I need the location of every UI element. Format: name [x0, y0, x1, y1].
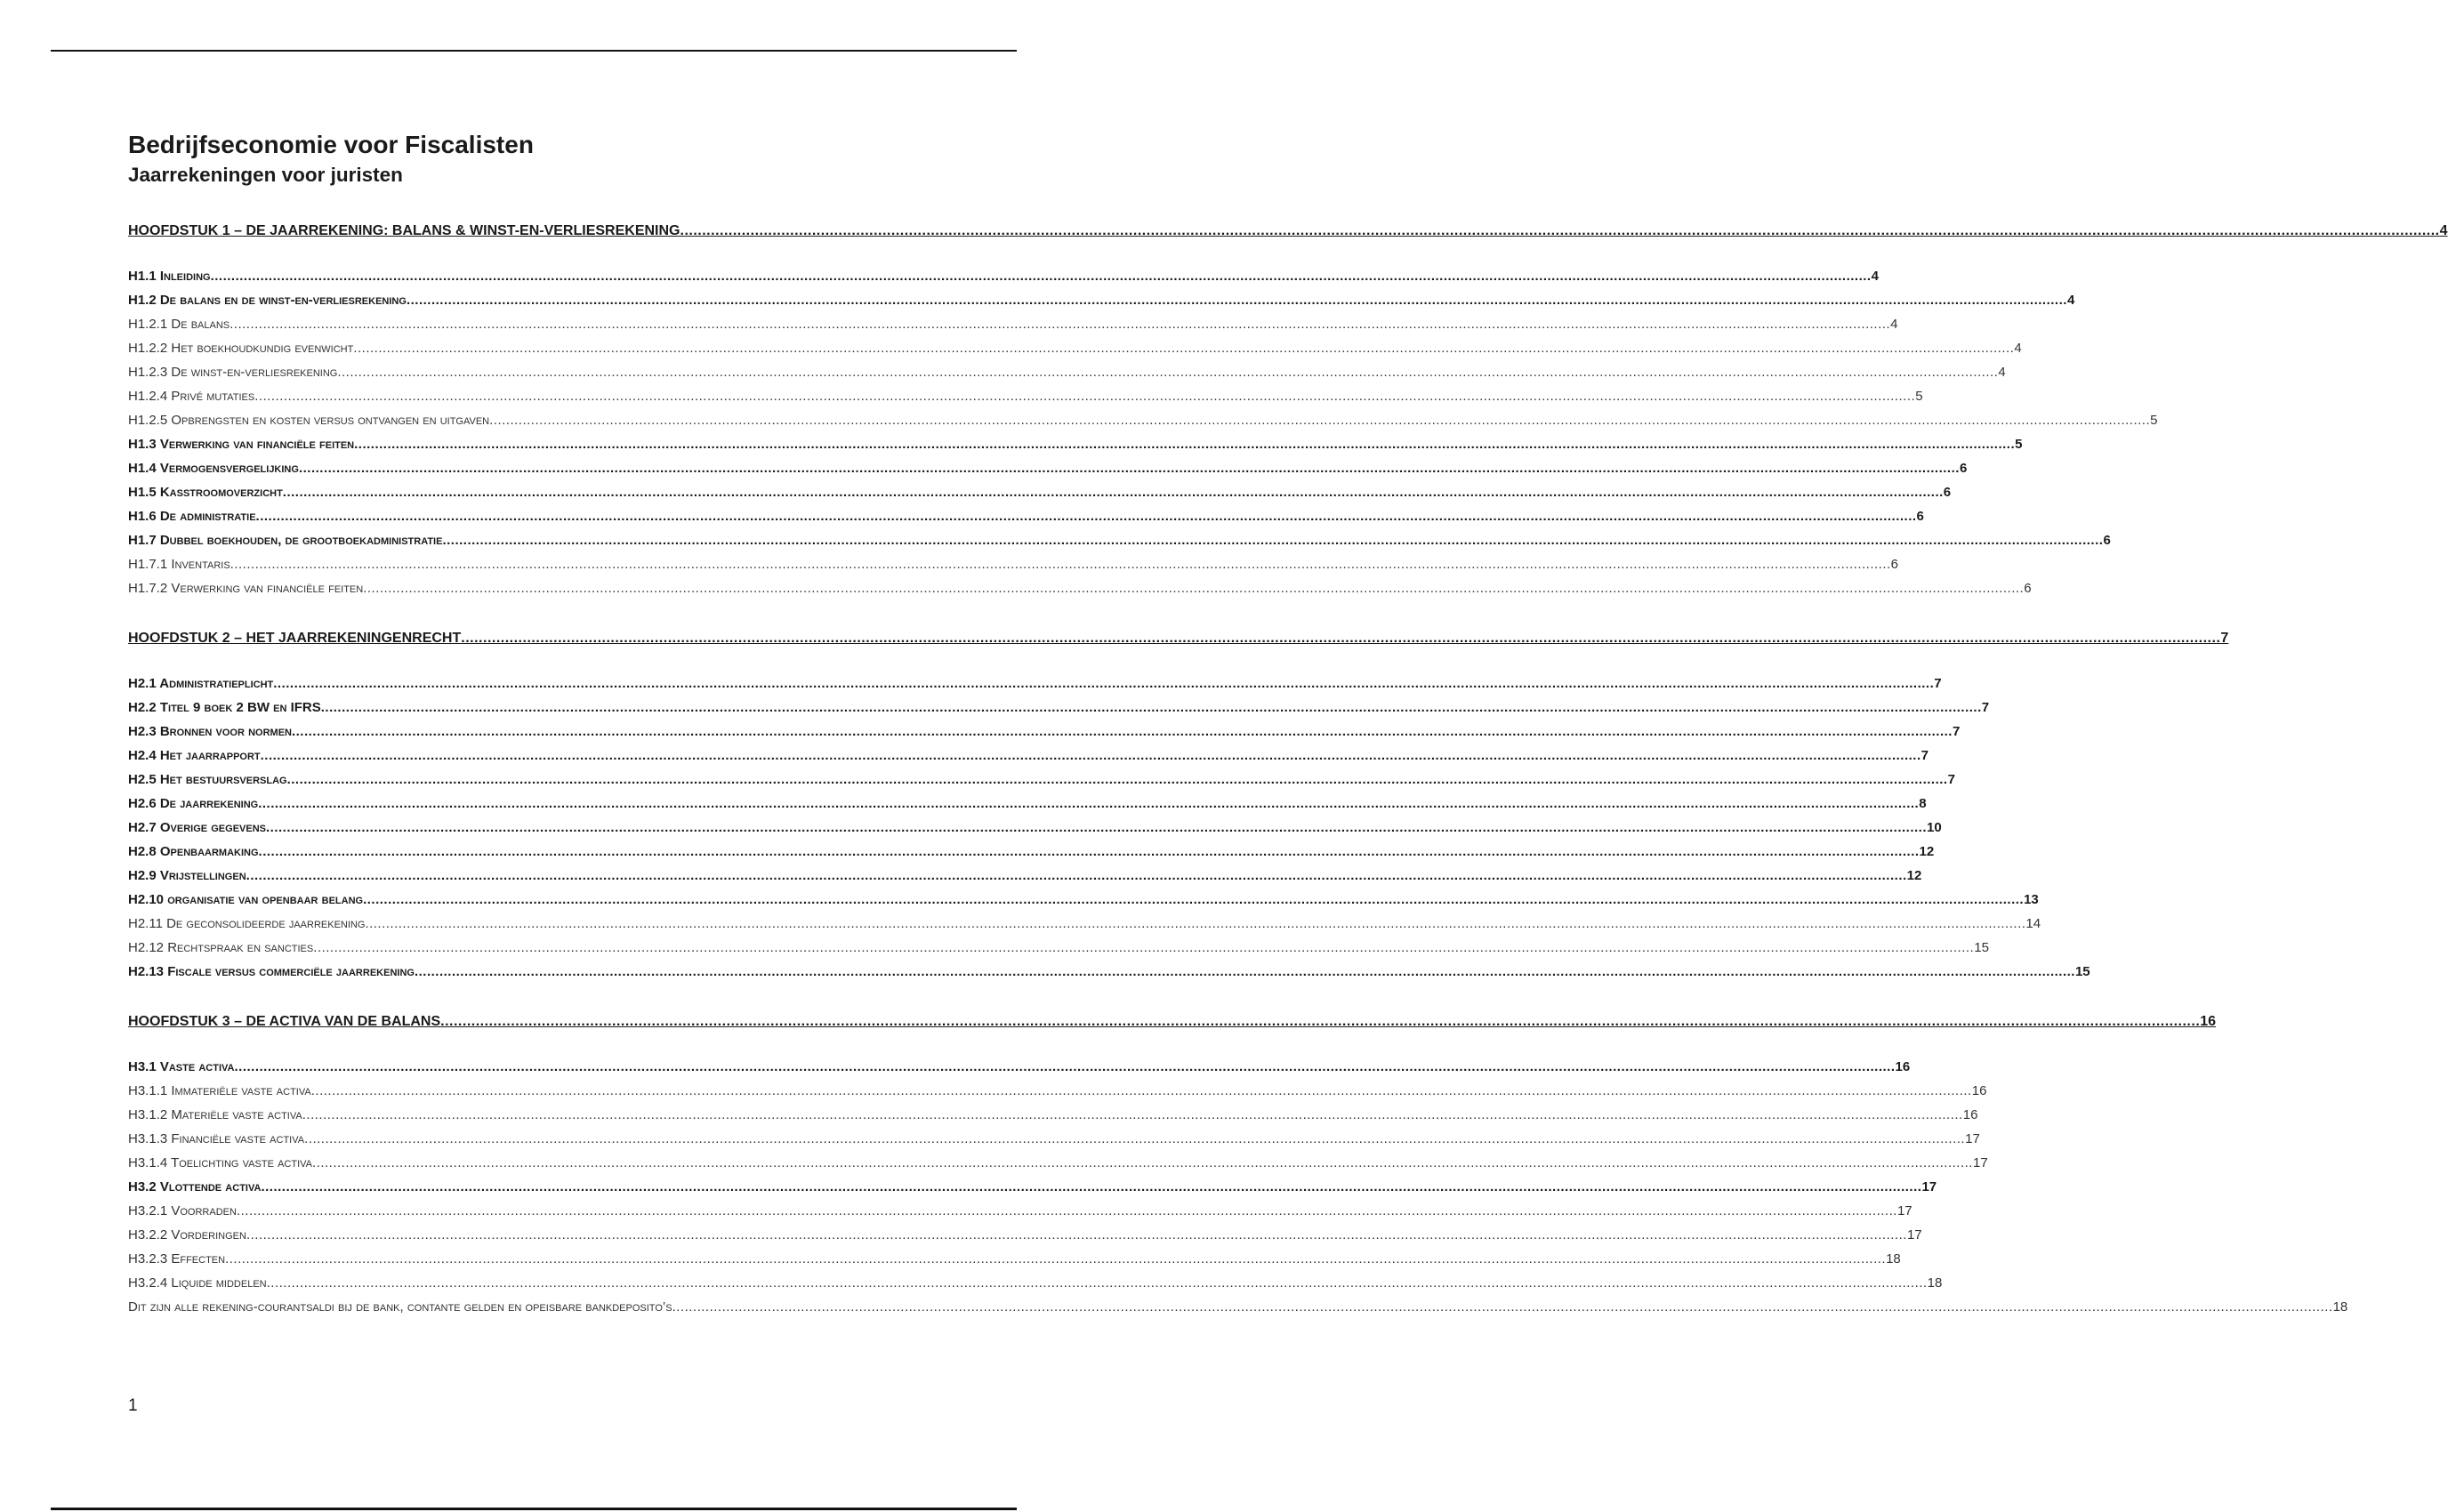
toc-entry-page: 12 [1919, 844, 1935, 859]
toc-entry-label: H3.2.3 Effecten [128, 1251, 226, 1267]
toc-dot-leader: ................................................................................................................................................................................................................................................................................................................................................................................................................ [337, 365, 1999, 380]
toc-entry-label: H3.1.3 Financiële vaste activa [128, 1131, 305, 1146]
toc-entry-page: 4 [1998, 365, 2006, 380]
toc-dot-leader: ................................................................................................................................................................................................................................................................................................................................................................................................................ [440, 1014, 2201, 1029]
toc-dot-leader: ................................................................................................................................................................................................................................................................................................................................................................................................................ [406, 293, 2067, 308]
toc-entry-page: 4 [1890, 317, 1898, 332]
toc-entry-page: 5 [2150, 413, 2158, 428]
header-rule [51, 50, 1017, 52]
toc-dot-leader: ................................................................................................................................................................................................................................................................................................................................................................................................................ [365, 916, 2026, 931]
toc-entry[interactable] [128, 552, 1899, 576]
toc-dot-leader: ................................................................................................................................................................................................................................................................................................................................................................................................................ [672, 1299, 2333, 1315]
toc-entry-label: H1.7.2 Verwerking van financiële feiten [128, 581, 364, 596]
toc-dot-leader: ................................................................................................................................................................................................................................................................................................................................................................................................................ [230, 317, 1891, 332]
toc-entry-label: H1.2 De balans en de winst-en-verliesrekening [128, 293, 407, 308]
toc-entry[interactable] [128, 816, 1942, 840]
toc-entry-page: 17 [1972, 1155, 1988, 1170]
toc-entry-label: H3.1.2 Materiële vaste activa [128, 1107, 302, 1122]
toc-entry[interactable] [128, 480, 1952, 504]
toc-entry[interactable] [128, 312, 1898, 336]
toc-dot-leader: ................................................................................................................................................................................................................................................................................................................................................................................................................ [258, 796, 1920, 811]
toc-dot-leader: ................................................................................................................................................................................................................................................................................................................................................................................................................ [313, 940, 1975, 955]
toc-entry-page: 15 [1974, 940, 1989, 955]
toc-entry[interactable] [128, 504, 1924, 528]
toc-entry-label: H1.2.5 Opbrengsten en kosten versus ontvangen en uitgaven [128, 413, 490, 428]
toc-entry-page: 14 [2025, 916, 2041, 931]
toc-entry-page: 6 [1959, 461, 1968, 476]
toc-entry[interactable] [128, 1079, 1987, 1103]
toc-entry-label: H2.3 Bronnen voor normen [128, 724, 292, 739]
toc-dot-leader: ................................................................................................................................................................................................................................................................................................................................................................................................................ [273, 676, 1935, 691]
toc-entry-label: H1.2.1 De balans [128, 317, 230, 332]
toc-entry-page: 8 [1919, 796, 1927, 811]
toc-entry-page: 16 [1971, 1083, 1987, 1098]
toc-entry-label: HOOFDSTUK 1 – DE JAARREKENING: BALANS & WINST-EN-VERLIESREKENING [128, 223, 680, 238]
toc-chapter-entry[interactable] [128, 219, 2448, 243]
toc-entry-label: H2.7 Overige gegevens [128, 820, 266, 835]
toc-dot-leader: ................................................................................................................................................................................................................................................................................................................................................................................................................ [234, 1059, 1896, 1074]
toc-entry[interactable] [128, 1271, 1943, 1295]
toc-entry[interactable] [128, 720, 1961, 744]
toc-entry-label: H3.2.4 Liquide middelen [128, 1275, 267, 1291]
toc-entry-label: Dit zijn alle rekening-courantsaldi bij de bank, contante gelden en opeisbare bankdeposito’s [128, 1299, 672, 1315]
toc-entry-label: H3.1 Vaste activa [128, 1059, 235, 1074]
toc-entry-page: 5 [1915, 389, 1923, 404]
toc-entry-label: H1.2.4 Privé mutaties [128, 389, 255, 404]
toc-entry[interactable] [128, 840, 1935, 864]
toc-dot-leader: ................................................................................................................................................................................................................................................................................................................................................................................................................ [489, 413, 2151, 428]
toc-entry[interactable] [128, 360, 2006, 384]
toc-dot-leader: ................................................................................................................................................................................................................................................................................................................................................................................................................ [261, 1179, 1922, 1194]
toc-entry[interactable] [128, 1103, 1978, 1127]
toc-entry-page: 7 [1952, 724, 1961, 739]
toc-entry-page: 4 [2439, 223, 2448, 238]
toc-entry-label: H2.1 Administratieplicht [128, 676, 274, 691]
toc-entry-label: H2.12 Rechtspraak en sancties [128, 940, 314, 955]
toc-dot-leader: ................................................................................................................................................................................................................................................................................................................................................................................................................ [266, 1275, 1928, 1291]
toc-entry-page: 10 [1927, 820, 1942, 835]
toc-entry-label: HOOFDSTUK 2 – HET JAARREKENINGENRECHT [128, 631, 462, 646]
toc-entry-page: 7 [1934, 676, 1942, 691]
toc-entry-label: H1.4 Vermogensvergelijking [128, 461, 299, 476]
toc-dot-leader: ................................................................................................................................................................................................................................................................................................................................................................................................................ [225, 1251, 1887, 1267]
toc-dot-leader: ................................................................................................................................................................................................................................................................................................................................................................................................................ [254, 389, 1916, 404]
toc-dot-leader: ................................................................................................................................................................................................................................................................................................................................................................................................................ [680, 223, 2440, 238]
toc-entry[interactable] [128, 888, 2039, 912]
toc-entry-label: H3.2.1 Voorraden [128, 1203, 237, 1218]
toc-entry-page: 7 [1981, 700, 1990, 715]
toc-entry[interactable] [128, 1127, 1980, 1151]
toc-entry[interactable] [128, 744, 1929, 768]
toc-dot-leader: ................................................................................................................................................................................................................................................................................................................................................................................................................ [258, 844, 1920, 859]
toc-entry-page: 4 [2066, 293, 2075, 308]
toc-entry[interactable] [128, 528, 2111, 552]
toc-entry-page: 6 [2103, 533, 2111, 548]
toc-entry-page: 18 [1927, 1275, 1943, 1291]
toc-entry[interactable] [128, 960, 2090, 984]
toc-entry[interactable] [128, 384, 1923, 408]
toc-dot-leader: ................................................................................................................................................................................................................................................................................................................................................................................................................ [255, 509, 1917, 524]
toc-entry[interactable] [128, 792, 1927, 816]
toc-entry-label: H3.1.1 Immateriële vaste activa [128, 1083, 311, 1098]
toc-entry-label: H2.2 Titel 9 boek 2 BW en IFRS [128, 700, 321, 715]
toc-entry[interactable] [128, 1295, 2348, 1319]
toc-dot-leader: ................................................................................................................................................................................................................................................................................................................................................................................................................ [236, 1203, 1897, 1218]
toc-entry[interactable] [128, 288, 2075, 312]
document-subtitle: Jaarrekeningen voor juristen [128, 164, 403, 186]
toc-entry[interactable] [128, 936, 1989, 960]
toc-entry[interactable] [128, 1199, 1912, 1223]
toc-entry-label: H3.2 Vlottende activa [128, 1179, 262, 1194]
toc-entry[interactable] [128, 408, 2158, 432]
page-number: 1 [128, 1396, 138, 1415]
toc-chapter-entry[interactable] [128, 1009, 2217, 1033]
toc-entry-page: 7 [1947, 772, 1955, 787]
toc-entry-label: H3.1.4 Toelichting vaste activa [128, 1155, 312, 1170]
document-title: Bedrijfseconomie voor Fiscalisten [128, 131, 534, 158]
toc-entry-page: 17 [1921, 1179, 1937, 1194]
toc-entry-label: H1.2.2 Het boekhoudkundig evenwicht [128, 341, 354, 356]
toc-entry-label: H1.7.1 Inventaris [128, 557, 230, 572]
footer-rule [51, 1508, 1017, 1510]
toc-dot-leader: ................................................................................................................................................................................................................................................................................................................................................................................................................ [210, 269, 1872, 284]
toc-entry-label: H2.13 Fiscale versus commerciële jaarrekening [128, 964, 415, 979]
toc-dot-leader: ................................................................................................................................................................................................................................................................................................................................................................................................................ [311, 1155, 1973, 1170]
toc-dot-leader: ................................................................................................................................................................................................................................................................................................................................................................................................................ [246, 868, 1907, 883]
toc-entry-label: H2.4 Het jaarrapport [128, 748, 261, 763]
toc-dot-leader: ................................................................................................................................................................................................................................................................................................................................................................................................................ [291, 724, 1953, 739]
toc-entry[interactable] [128, 456, 1968, 480]
toc-entry-page: 6 [1943, 485, 1952, 500]
toc-entry-page: 6 [1890, 557, 1899, 572]
toc-entry-label: H2.5 Het bestuursverslag [128, 772, 287, 787]
toc-dot-leader: ................................................................................................................................................................................................................................................................................................................................................................................................................ [363, 581, 2025, 596]
toc-entry[interactable] [128, 1175, 1937, 1199]
toc-entry[interactable] [128, 696, 1990, 720]
toc-entry-label: H1.3 Verwerking van financiële feiten [128, 437, 355, 452]
toc-entry-label: H2.11 De geconsolideerde jaarrekening [128, 916, 366, 931]
toc-entry-label: H2.10 organisatie van openbaar belang [128, 892, 364, 907]
toc-entry-label: H3.2.2 Vorderingen [128, 1227, 246, 1243]
toc-entry-page: 16 [1895, 1059, 1911, 1074]
toc-entry-page: 6 [2024, 581, 2032, 596]
toc-entry-page: 7 [2220, 631, 2229, 646]
toc-entry-page: 4 [1871, 269, 1879, 284]
toc-entry[interactable] [128, 768, 1955, 792]
toc-entry[interactable] [128, 336, 2022, 360]
toc-entry-page: 13 [2024, 892, 2039, 907]
toc-dot-leader: ................................................................................................................................................................................................................................................................................................................................................................................................................ [246, 1227, 1907, 1243]
toc-dot-leader: ................................................................................................................................................................................................................................................................................................................................................................................................................ [363, 892, 2025, 907]
toc-entry-page: 7 [1921, 748, 1929, 763]
toc-entry[interactable] [128, 864, 1922, 888]
toc-entry-page: 18 [1886, 1251, 1901, 1267]
toc-entry-label: HOOFDSTUK 3 – DE ACTIVA VAN DE BALANS [128, 1014, 441, 1029]
toc-entry-page: 17 [1896, 1203, 1912, 1218]
toc-entry-page: 6 [1916, 509, 1924, 524]
toc-dot-leader: ................................................................................................................................................................................................................................................................................................................................................................................................................ [304, 1131, 1966, 1146]
toc-entry-page: 15 [2074, 964, 2090, 979]
toc-dot-leader: ................................................................................................................................................................................................................................................................................................................................................................................................................ [414, 964, 2075, 979]
toc-entry[interactable] [128, 264, 1879, 288]
toc-dot-leader: ................................................................................................................................................................................................................................................................................................................................................................................................................ [298, 461, 1960, 476]
toc-entry-page: 16 [1962, 1107, 1978, 1122]
toc-entry[interactable] [128, 912, 2041, 936]
toc-entry-page: 17 [1965, 1131, 1980, 1146]
toc-dot-leader: ................................................................................................................................................................................................................................................................................................................................................................................................................ [266, 820, 1927, 835]
toc-entry[interactable] [128, 672, 1942, 696]
toc-chapter-entry[interactable] [128, 626, 2229, 650]
toc-entry-label: H2.9 Vrijstellingen [128, 868, 246, 883]
toc-entry-label: H1.7 Dubbel boekhouden, de grootboekadministratie [128, 533, 443, 548]
toc-entry-label: H2.6 De jaarrekening [128, 796, 259, 811]
toc-entry-page: 5 [2015, 437, 2023, 452]
toc-dot-leader: ................................................................................................................................................................................................................................................................................................................................................................................................................ [354, 437, 2016, 452]
toc-entry[interactable] [128, 1055, 1911, 1079]
toc-entry-page: 16 [2200, 1014, 2217, 1029]
toc-entry-page: 17 [1906, 1227, 1922, 1243]
toc-dot-leader: ................................................................................................................................................................................................................................................................................................................................................................................................................ [442, 533, 2104, 548]
toc-entry[interactable] [128, 1151, 1988, 1175]
toc-dot-leader: ................................................................................................................................................................................................................................................................................................................................................................................................................ [282, 485, 1944, 500]
toc-entry-label: H1.6 De administratie [128, 509, 256, 524]
table-of-contents [128, 219, 2448, 1319]
toc-entry-label: H1.2.3 De winst-en-verliesrekening [128, 365, 338, 380]
toc-entry[interactable] [128, 576, 2032, 600]
toc-dot-leader: ................................................................................................................................................................................................................................................................................................................................................................................................................ [230, 557, 1891, 572]
toc-dot-leader: ................................................................................................................................................................................................................................................................................................................................................................................................................ [302, 1107, 1963, 1122]
toc-dot-leader: ................................................................................................................................................................................................................................................................................................................................................................................................................ [461, 631, 2221, 646]
toc-entry[interactable] [128, 1223, 1922, 1247]
document-page [128, 130, 2448, 1319]
toc-dot-leader: ................................................................................................................................................................................................................................................................................................................................................................................................................ [286, 772, 1948, 787]
toc-entry-page: 4 [2014, 341, 2022, 356]
toc-dot-leader: ................................................................................................................................................................................................................................................................................................................................................................................................................ [260, 748, 1921, 763]
toc-entry-page: 18 [2332, 1299, 2348, 1315]
toc-entry-page: 12 [1906, 868, 1922, 883]
toc-entry-label: H1.5 Kasstroomoverzicht [128, 485, 283, 500]
toc-entry-label: H1.1 Inleiding [128, 269, 211, 284]
toc-dot-leader: ................................................................................................................................................................................................................................................................................................................................................................................................................ [310, 1083, 1972, 1098]
toc-entry[interactable] [128, 432, 2023, 456]
toc-entry-label: H2.8 Openbaarmaking [128, 844, 259, 859]
toc-dot-leader: ................................................................................................................................................................................................................................................................................................................................................................................................................ [320, 700, 1982, 715]
toc-entry[interactable] [128, 1247, 1901, 1271]
toc-dot-leader: ................................................................................................................................................................................................................................................................................................................................................................................................................ [353, 341, 2015, 356]
